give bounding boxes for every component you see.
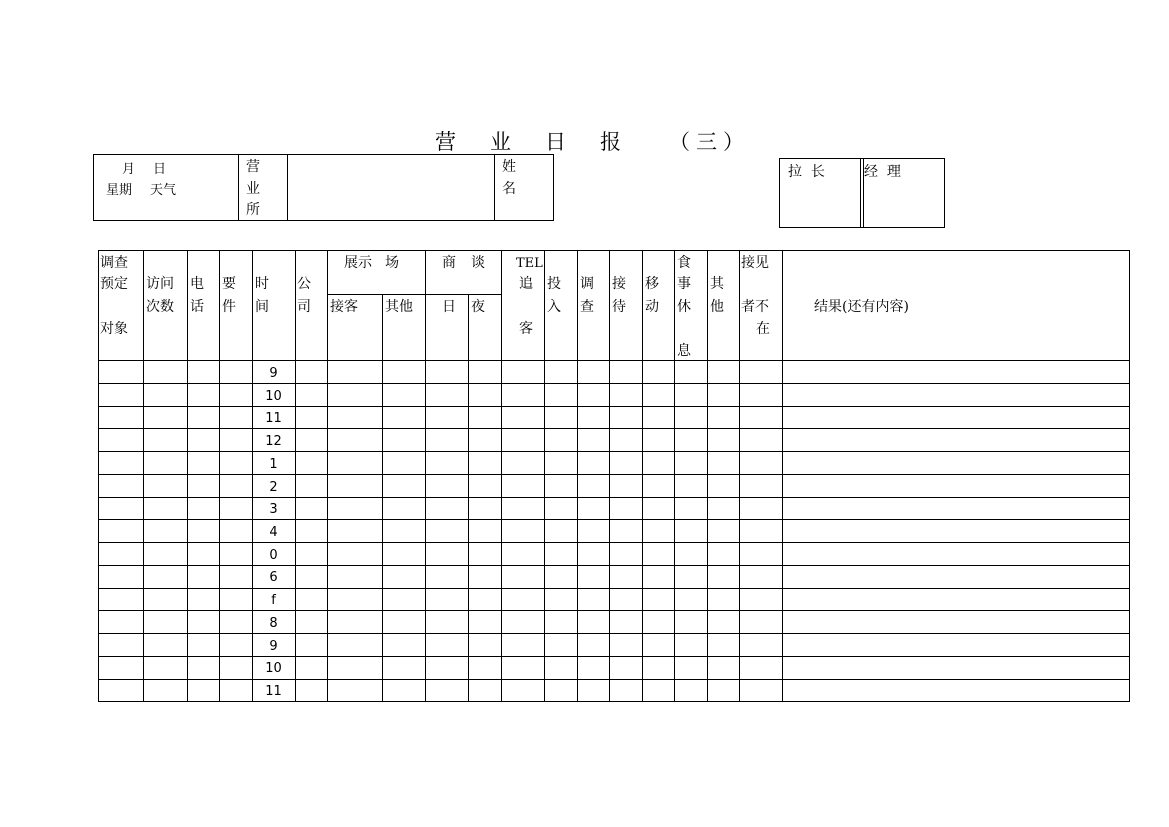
office-label-2: 业 bbox=[246, 181, 260, 197]
col-meal-5: 息 bbox=[677, 343, 691, 359]
weekday-label: 星期 bbox=[106, 183, 133, 198]
col-phone-1: 电 bbox=[190, 276, 204, 292]
time-cell: 10 bbox=[265, 661, 282, 676]
time-cell: 0 bbox=[269, 548, 278, 563]
col-business: 商 bbox=[442, 255, 456, 271]
office-label-1: 营 bbox=[246, 159, 260, 175]
col-result: 结果(还有内容) bbox=[814, 299, 909, 315]
month-label: 月 bbox=[122, 162, 136, 177]
col-tel-1: TEL bbox=[516, 256, 543, 271]
col-company-1: 公 bbox=[297, 276, 311, 292]
col-meal-2: 事 bbox=[677, 276, 691, 292]
page-title bbox=[0, 126, 1169, 156]
name-label-2: 名 bbox=[502, 181, 516, 197]
time-cell: 8 bbox=[269, 616, 278, 631]
time-cell: 2 bbox=[269, 480, 278, 495]
name-label-1: 姓 bbox=[502, 159, 516, 175]
col-venue: 场 bbox=[385, 255, 399, 271]
col-absent-3: 者不 bbox=[741, 299, 769, 315]
title-char: 业 bbox=[490, 130, 513, 154]
col-phone-2: 话 bbox=[190, 299, 204, 315]
col-move-2: 动 bbox=[645, 299, 659, 315]
time-cell: 1 bbox=[269, 457, 278, 472]
title-char: 报 bbox=[600, 130, 623, 154]
time-cell: 12 bbox=[265, 434, 282, 449]
title-suffix: （三） bbox=[669, 130, 750, 154]
col-receive-1: 接 bbox=[612, 276, 626, 292]
col-tel-4: 客 bbox=[519, 321, 533, 337]
col-talk: 谈 bbox=[471, 255, 485, 271]
col-meal-3: 休 bbox=[677, 299, 691, 315]
col-time-2: 间 bbox=[255, 299, 269, 315]
col-meal-1: 食 bbox=[677, 255, 691, 271]
time-cell: 9 bbox=[269, 366, 278, 381]
col-invest-1: 投 bbox=[547, 276, 561, 292]
col-other: 其他 bbox=[385, 299, 413, 315]
col-survey-1: 调查 bbox=[100, 255, 128, 271]
col-absent-1: 接见 bbox=[741, 255, 769, 271]
time-cell: 11 bbox=[265, 411, 282, 426]
time-cell: 4 bbox=[269, 525, 278, 540]
time-cell: 3 bbox=[269, 502, 278, 517]
weather-label: 天气 bbox=[150, 183, 177, 198]
col-misc-2: 他 bbox=[710, 299, 724, 315]
col-tel-2: 追 bbox=[519, 276, 533, 292]
col-exhibition: 展示 bbox=[344, 255, 372, 271]
manager-label: 经 理 bbox=[864, 164, 901, 180]
office-label-3: 所 bbox=[246, 202, 260, 218]
leader-label: 拉 长 bbox=[788, 164, 825, 180]
col-misc-1: 其 bbox=[710, 276, 724, 292]
col-investigate-2: 查 bbox=[580, 299, 594, 315]
col-survey-2: 预定 bbox=[100, 276, 128, 292]
col-receive-2: 待 bbox=[612, 299, 626, 315]
col-reception: 接客 bbox=[330, 299, 358, 315]
col-absent-4: 在 bbox=[756, 321, 770, 337]
office-field[interactable] bbox=[289, 156, 492, 218]
col-items-1: 要 bbox=[222, 276, 236, 292]
col-time-1: 时 bbox=[255, 276, 269, 292]
title-char: 日 bbox=[545, 130, 568, 154]
col-night: 夜 bbox=[471, 299, 485, 315]
col-day: 日 bbox=[442, 299, 456, 315]
time-cell: 10 bbox=[265, 389, 282, 404]
time-cell: 6 bbox=[269, 570, 278, 585]
col-move-1: 移 bbox=[645, 276, 659, 292]
title-char: 营 bbox=[435, 130, 458, 154]
col-company-2: 司 bbox=[297, 299, 311, 315]
col-items-2: 件 bbox=[222, 299, 236, 315]
time-cell: f bbox=[271, 593, 276, 608]
time-cell: 9 bbox=[269, 639, 278, 654]
col-survey-4: 对象 bbox=[100, 321, 128, 337]
col-visits-2: 次数 bbox=[146, 299, 174, 315]
col-investigate-1: 调 bbox=[580, 276, 594, 292]
time-cell: 11 bbox=[265, 684, 282, 699]
col-visits-1: 访问 bbox=[146, 276, 174, 292]
day-label: 日 bbox=[153, 162, 167, 177]
col-invest-2: 入 bbox=[547, 299, 561, 315]
